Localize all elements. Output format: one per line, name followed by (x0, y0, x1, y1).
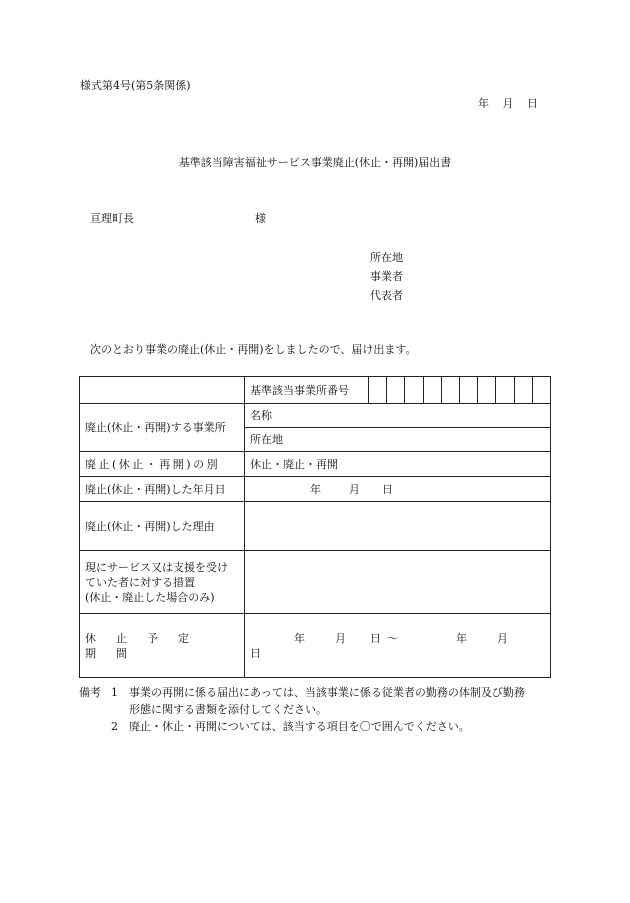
period-label: 休止予定期間 (85, 631, 209, 660)
period-field[interactable] (245, 614, 551, 678)
notes (79, 684, 559, 735)
notes-head: 備考 (79, 686, 101, 699)
addressee: 亘理町長 (90, 212, 134, 225)
submission-date: 年 月 日 (478, 97, 538, 110)
date-month: 月 (349, 482, 360, 496)
date-year: 年 (310, 482, 321, 496)
period-start-day: 日 (370, 631, 381, 645)
note-number: 1 (111, 686, 118, 699)
type-options: 休止・廃止・再開 (250, 457, 338, 471)
period-end-month: 月 (497, 631, 508, 645)
period-tilde: ～ (387, 631, 398, 645)
digit-box[interactable] (532, 377, 550, 403)
reason-label: 廃止(休止・再開)した理由 (80, 502, 245, 551)
period-end-day: 日 (250, 646, 261, 660)
measures-label-cell (80, 551, 245, 614)
office-number-boxes[interactable] (368, 377, 550, 403)
digit-box[interactable] (404, 377, 422, 403)
period-start-year: 年 (294, 631, 305, 645)
sender-block (370, 248, 403, 305)
digit-box[interactable] (386, 377, 404, 403)
digit-box[interactable] (477, 377, 495, 403)
note-number: 2 (111, 720, 118, 733)
digit-box[interactable] (423, 377, 441, 403)
period-start-month: 月 (335, 631, 346, 645)
reason-field[interactable] (245, 502, 551, 551)
period-end-year: 年 (456, 631, 467, 645)
office-address-label: 所在地 (250, 433, 283, 446)
date-day: 日 (382, 482, 393, 496)
office-number-label: 基準該当事業所番号 (250, 383, 349, 397)
office-name-label: 名称 (250, 409, 272, 422)
digit-box[interactable] (441, 377, 459, 403)
measures-label-line1: 現にサービス又は支援を受け (85, 560, 228, 574)
form-number: 様式第4号(第5条関係) (80, 79, 191, 92)
measures-field[interactable] (245, 551, 551, 614)
office-address-field[interactable] (245, 428, 551, 452)
office-name-field[interactable] (245, 404, 551, 428)
sender-representative: 代表者 (370, 289, 403, 302)
note-text: 事業の再開に係る届出にあっては、当該事業に係る従業者の勤務の体制及び勤務 (129, 686, 525, 699)
date-field[interactable] (245, 477, 551, 502)
office-number-cell (245, 377, 551, 404)
period-label-cell (80, 614, 245, 678)
intro-text: 次のとおり事業の廃止(休止・再開)をしましたので、届け出ます。 (90, 343, 417, 356)
blank-cell (80, 377, 245, 404)
date-label: 廃止(休止・再開)した年月日 (80, 477, 245, 502)
digit-box[interactable] (459, 377, 477, 403)
honorific: 様 (255, 212, 266, 225)
office-label: 廃止(休止・再開)する事業所 (80, 404, 245, 452)
note-text: 形態に関する書類を添付してください。 (129, 703, 327, 716)
type-label-cell (80, 452, 245, 477)
sender-operator: 事業者 (370, 270, 403, 283)
digit-box[interactable] (514, 377, 532, 403)
notification-table (79, 376, 551, 678)
digit-box[interactable] (368, 377, 386, 403)
document-title: 基準該当障害福祉サービス事業廃止(休止・再開)届出書 (178, 156, 452, 169)
measures-label-line2: ていた者に対する措置 (85, 575, 195, 589)
type-label: 廃止(休止・再開)の別 (85, 457, 221, 471)
sender-location: 所在地 (370, 251, 403, 264)
digit-box[interactable] (495, 377, 513, 403)
note-text: 廃止・休止・再開については、該当する項目を〇で囲んでください。 (129, 720, 470, 733)
type-options-field[interactable] (245, 452, 551, 477)
measures-label-line3: (休止・廃止した場合のみ) (85, 590, 215, 604)
